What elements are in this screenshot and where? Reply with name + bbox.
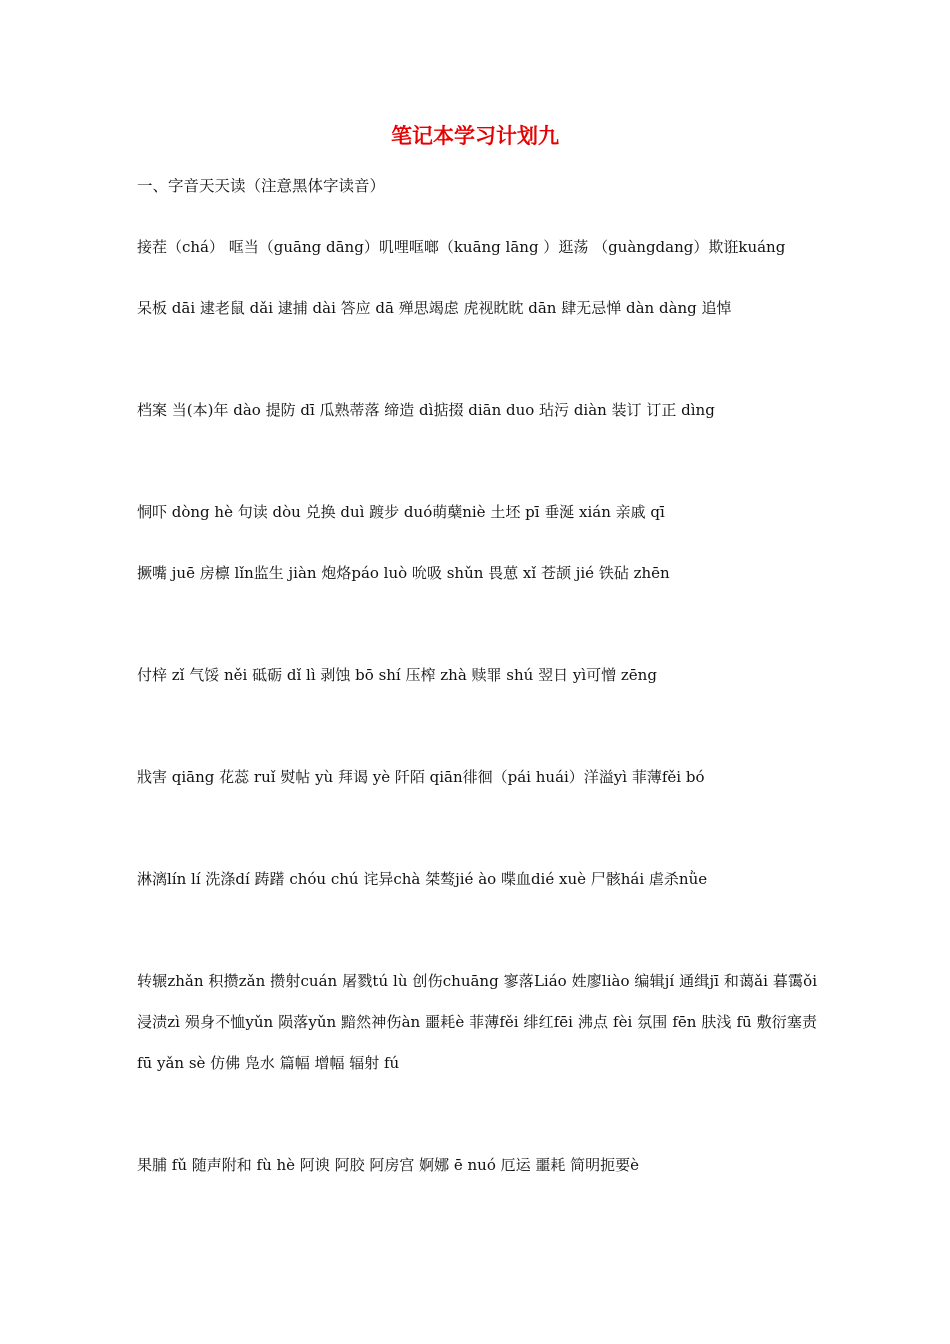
- paragraph: 撅嘴 juē 房檩 lǐn监生 jiàn 炮烙páo luò 吮吸 shǔn 畏葸 xǐ 苍颉 jié 铁砧 zhēn: [137, 564, 670, 582]
- paragraph: 恫吓 dòng hè 句读 dòu 兑换 duì 踱步 duó萌蘖niè 土坯 pī 垂涎 xián 亲戚 qī: [137, 503, 665, 521]
- paragraph: 呆板 dāi 逮老鼠 dǎi 逮捕 dài 答应 dā 殚思竭虑 虎视眈眈 dān 肆无忌惮 dàn dàng 追悼: [137, 299, 732, 317]
- section-heading: 一、字音天天读（注意黑体字读音）: [137, 177, 386, 195]
- paragraph: 淋漓lín lí 洗涤dí 踌躇 chóu chú 诧异chà 桀骜jié ào 喋血dié xuè 尸骸hái 虐杀nǜe: [137, 870, 708, 888]
- document-title: 笔记本学习计划九: [391, 123, 559, 148]
- paragraph: 付梓 zǐ 气馁 něi 砥砺 dǐ lì 剥蚀 bō shí 压榨 zhà 赎罪 shú 翌日 yì可憎 zēng: [137, 666, 657, 684]
- paragraph: 转辗zhǎn 积攒zǎn 攒射cuán 屠戮tú lù 创伤chuāng 寥落Liáo 姓廖liào 编辑jí 通缉jī 和蔼ǎi 暮霭ǒi 浸渍zì 殒身不恤yǔn 陨落yǔn 黯然神伤àn 噩耗è 菲薄fěi 绯红fēi 沸点 fèi 氛围 fēn 肤浅 fū 敷衍塞责 fū yǎn sè 仿佛 凫水 篇幅 增幅 辐射 fú: [137, 972, 817, 1072]
- paragraph: 接茬（chá） 哐当（guāng dāng）叽哩哐啷（kuāng lāng ）逛荡 （guàngdang）欺诳kuáng: [137, 238, 786, 256]
- paragraph: 果脯 fǔ 随声附和 fù hè 阿谀 阿胶 阿房宫 婀娜 ē nuó 厄运 噩耗 简明扼要è: [137, 1156, 640, 1174]
- paragraph: 档案 当(本)年 dào 提防 dī 瓜熟蒂落 缔造 dì掂掇 diān duo 玷污 diàn 装订 订正 dìng: [137, 401, 715, 419]
- paragraph: 戕害 qiāng 花蕊 ruǐ 熨帖 yù 拜谒 yè 阡陌 qiān徘徊（pái huái）洋溢yì 菲薄fěi bó: [137, 768, 705, 786]
